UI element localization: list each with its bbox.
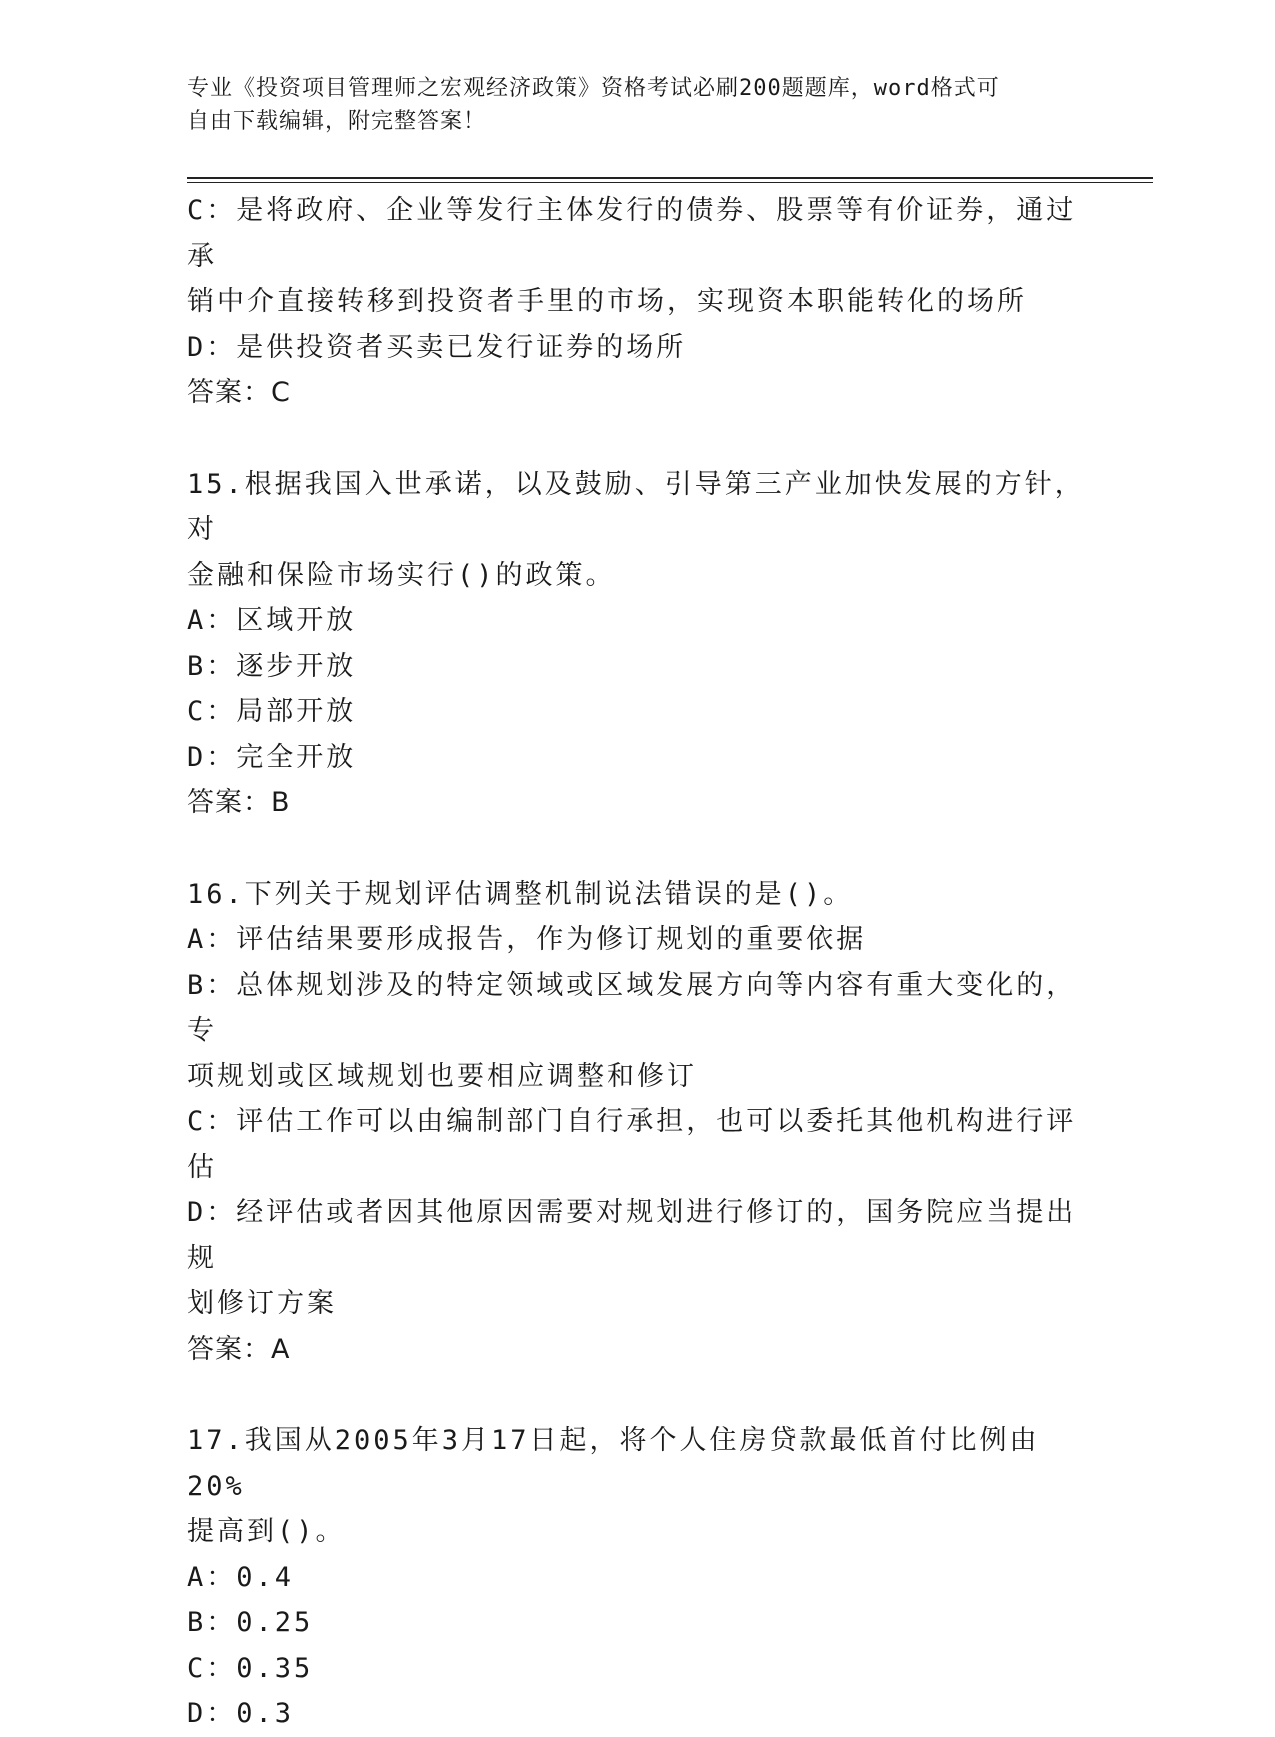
option-c: C：局部开放 xyxy=(187,696,357,727)
option-b: B：总体规划涉及的特定领域或区域发展方向等内容有重大变化的，专 xyxy=(187,969,1077,1046)
option-c-continued: 销中介直接转移到投资者手里的市场，实现资本职能转化的场所 xyxy=(187,286,1027,317)
document-header xyxy=(187,72,1067,138)
option-b-continued: 项规划或区域规划也要相应调整和修订 xyxy=(187,1060,697,1092)
option-c: C：是将政府、企业等发行主体发行的债券、股票等有价证券，通过承 xyxy=(187,195,1077,272)
answer: 答案：B xyxy=(187,787,291,818)
option-b: B：0.25 xyxy=(187,1607,314,1638)
header-divider xyxy=(187,177,1153,183)
answer: 答案：A xyxy=(187,1333,291,1365)
option-c: C：评估工作可以由编制部门自行承担，也可以委托其他机构进行评估 xyxy=(187,1106,1077,1183)
option-a: A：评估结果要形成报告，作为修订规划的重要依据 xyxy=(187,924,867,955)
header-line-1: 专业《投资项目管理师之宏观经济政策》资格考试必刷200题题库，word格式可 xyxy=(187,76,1000,101)
option-d: D：经评估或者因其他原因需要对规划进行修订的，国务院应当提出规 xyxy=(187,1197,1077,1274)
question-stem: 15.根据我国入世承诺，以及鼓励、引导第三产业加快发展的方针，对 xyxy=(187,468,1085,545)
document-body xyxy=(187,188,1087,1737)
header-line-2: 自由下载编辑，附完整答案！ xyxy=(187,109,487,134)
option-d: D：是供投资者买卖已发行证券的场所 xyxy=(187,331,687,363)
option-d-continued: 划修订方案 xyxy=(187,1288,337,1319)
question-stem-continued: 提高到()。 xyxy=(187,1516,346,1547)
option-a: A：区域开放 xyxy=(187,605,357,636)
answer: 答案：C xyxy=(187,377,291,408)
question-stem-continued: 金融和保险市场实行()的政策。 xyxy=(187,559,616,591)
question-stem: 16.下列关于规划评估调整机制说法错误的是()。 xyxy=(187,878,854,910)
question-15 xyxy=(187,462,1087,826)
option-c: C：0.35 xyxy=(187,1652,314,1684)
option-d: D：0.3 xyxy=(187,1698,295,1729)
option-d: D：完全开放 xyxy=(187,741,357,773)
option-a: A：0.4 xyxy=(187,1561,295,1593)
question-14-tail xyxy=(187,188,1087,416)
question-16 xyxy=(187,872,1087,1373)
question-17 xyxy=(187,1418,1087,1737)
option-b: B：逐步开放 xyxy=(187,650,357,682)
question-stem: 17.我国从2005年3月17日起，将个人住房贷款最低首付比例由20% xyxy=(187,1425,1040,1502)
